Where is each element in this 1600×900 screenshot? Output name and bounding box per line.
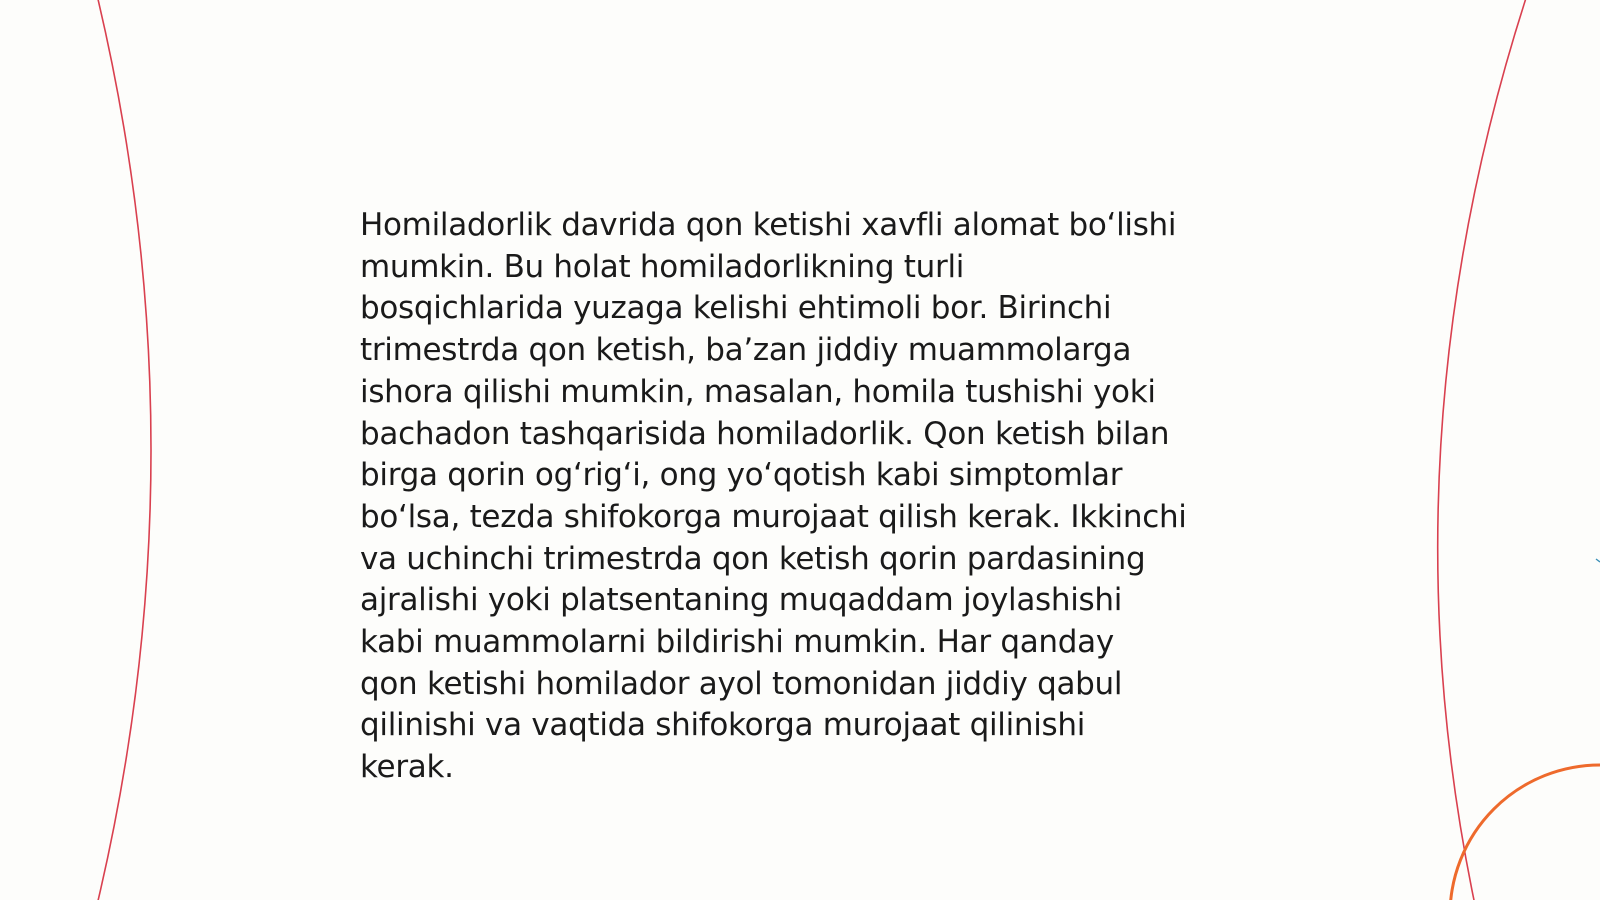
- paragraph-line: boʻlsa, tezda shifokorga murojaat qilish kerak. Ikkinchi: [360, 498, 1187, 535]
- paragraph-line: qilinishi va vaqtida shifokorga murojaat qilinishi: [360, 707, 1086, 744]
- left-curve-line: [97, 0, 151, 900]
- paragraph-line: kerak.: [360, 749, 454, 786]
- right-curve-line: [1438, 0, 1527, 900]
- orange-circle-arc: [1450, 765, 1600, 900]
- paragraph-line: birga qorin ogʻrigʻi, ong yoʻqotish kabi simptomlar: [360, 457, 1123, 494]
- paragraph-line: va uchinchi trimestrda qon ketish qorin pardasining: [360, 540, 1146, 577]
- paragraph-line: bachadon tashqarisida homiladorlik. Qon ketish bilan: [360, 415, 1170, 452]
- small-tick-mark: [1596, 559, 1600, 562]
- paragraph-line: ajralishi yoki platsentaning muqaddam joylashishi: [360, 582, 1123, 619]
- paragraph-line: ishora qilishi mumkin, masalan, homila tushishi yoki: [360, 373, 1156, 410]
- paragraph-line: kabi muammolarni bildirishi mumkin. Har qanday: [360, 624, 1114, 661]
- paragraph-line: qon ketishi homilador ayol tomonidan jiddiy qabul: [360, 665, 1123, 702]
- paragraph-line: trimestrda qon ketish, baʼzan jiddiy muammolarga: [360, 332, 1132, 369]
- paragraph-line: bosqichlarida yuzaga kelishi ehtimoli bor. Birinchi: [360, 290, 1112, 327]
- paragraph-line: mumkin. Bu holat homiladorlikning turli: [360, 248, 965, 285]
- paragraph-line: Homiladorlik davrida qon ketishi xavfli alomat boʻlishi: [360, 207, 1177, 243]
- body-paragraph: [360, 205, 1240, 789]
